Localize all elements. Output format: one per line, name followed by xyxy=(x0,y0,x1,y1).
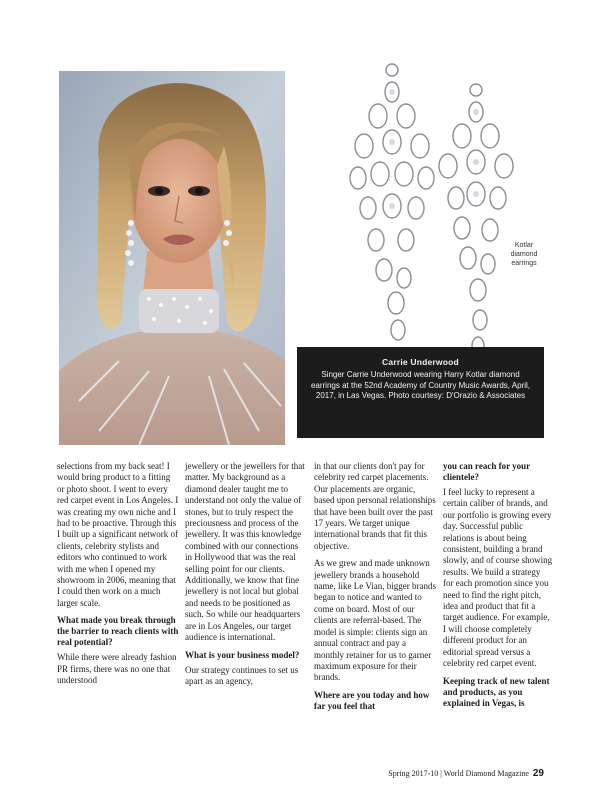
article-question: What made you break through the barrier to reach clients with real potential? xyxy=(57,615,179,648)
photo-caption-box xyxy=(297,347,544,438)
footer-magazine: World Diamond Magazine xyxy=(443,769,529,778)
earrings-illustration xyxy=(344,58,522,358)
page-number: 29 xyxy=(532,768,544,779)
article-question: What is your business model? xyxy=(185,649,300,660)
article-question: Where are you today and how far you feel that xyxy=(314,689,430,711)
article-question: Keeping track of new talent and products, as you explained in Vegas, is xyxy=(443,675,550,708)
article-paragraph: selections from my back seat! I would bring product to a fitting or photo shoot. I went to every red carpet event in Los Angeles. I was creating my own niche and I had to be proactive. Through this I built up a significant network of clients, celebrity stylists and editors who continued to work with me when I opened my showroom in 2006, meaning that I could then work on a much larger scale. xyxy=(57,461,179,608)
article-column-4 xyxy=(443,461,553,713)
portrait-illustration xyxy=(59,71,285,445)
article-paragraph: in that our clients don't pay for celebrity red carpet placements. Our placements are organic, based upon personal relationships that have been built over the past 17 years. We target unique international brands that fit this objective. xyxy=(314,461,436,551)
article-question: you can reach for your clientele? xyxy=(443,461,530,482)
article-column-1 xyxy=(57,461,179,693)
article-column-2 xyxy=(185,461,307,693)
portrait-photo xyxy=(59,71,285,445)
earrings-image xyxy=(344,58,522,358)
footer-issue: Spring 2017-10 xyxy=(388,769,439,778)
footer-separator: | xyxy=(440,769,442,778)
product-caption: Kotlar diamond earrings xyxy=(510,242,538,267)
article-paragraph: Our strategy continues to set us apart as an agency, xyxy=(185,664,299,686)
article-paragraph: I feel lucky to represent a certain caliber of brands, and our portfolio is growing every day. Successful public relations is about being consistent, building a brand slowly, and of course showing results. We build a strategy for each promotion since you need to find the right pitch, idea and product that fit a target audience. For example, I will choose completely different product for an editorial spread versus a celebrity red carpet event. xyxy=(443,487,553,669)
photo-caption-body: Singer Carrie Underwood wearing Harry Kotlar diamond earrings at the 52nd Academy of Country Music Awards, April, 2017, in Las Vegas. Photo courtesy: D'Orazio & Associates xyxy=(310,370,531,401)
article-paragraph: While there were already fashion PR firms, there was no one that understood xyxy=(57,652,177,686)
article-paragraph: As we grew and made unknown jewellery brands a household name, like Le Vian, bigger brands began to notice and wanted to come on board. Most of our clients are referral-based. The model is simple: clients sign an annual contract and pay a monthly retainer for us to garner maximum exposure for their brands. xyxy=(314,558,437,683)
article-column-3 xyxy=(314,461,436,716)
article-paragraph: jewellery or the jewellers for that matter. My background as a diamond dealer taught me to understand not only the value of stones, but to truly respect the preciousness and process of the jewellery. It was this knowledge combined with our connections in Hollywood that was the real selling point for our clients. Additionally, we know that fine jewellery is not local but global and needs to be positioned as such. So while our headquarters are in Los Angeles, our target audience is international. xyxy=(185,461,305,643)
photo-caption-title: Carrie Underwood xyxy=(382,357,459,367)
page-footer xyxy=(376,768,544,779)
